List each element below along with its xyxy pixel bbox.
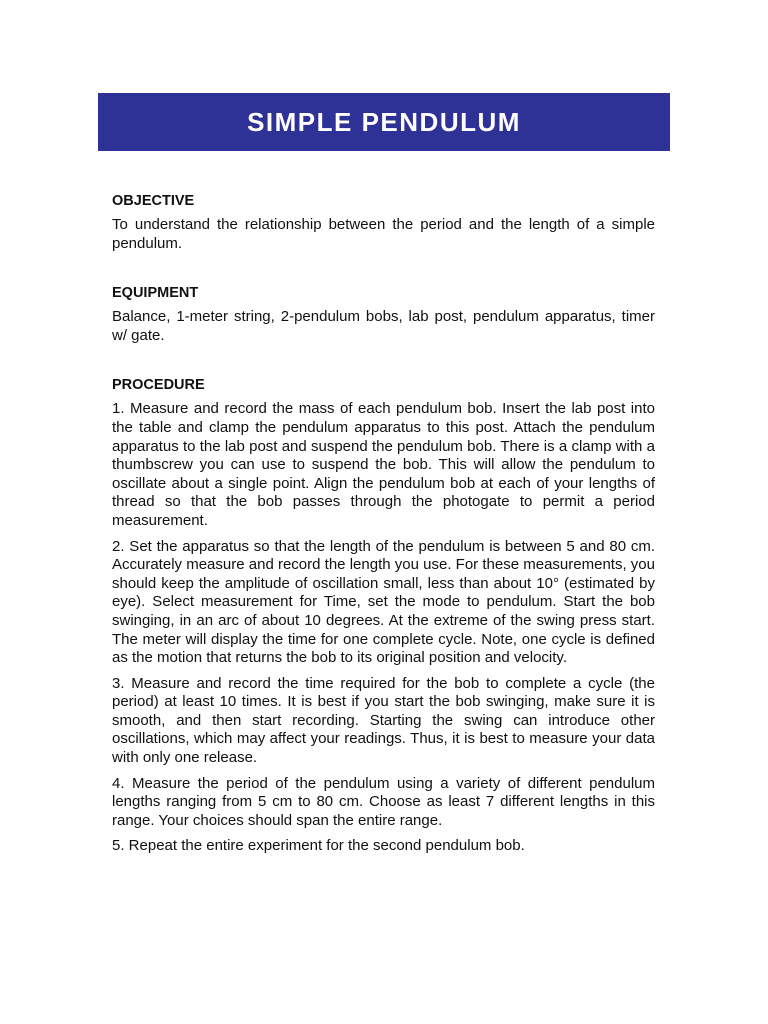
- equipment-section: [112, 283, 655, 345]
- page-title: SIMPLE PENDULUM: [247, 106, 521, 137]
- procedure-step-4: 4. Measure the period of the pendulum using a variety of different pendulum lengths ranging from 5 cm to 80 cm. Choose as least 7 different lengths in this range. Your choices should span the entire range.: [112, 774, 655, 829]
- procedure-step-2: 2. Set the apparatus so that the length of the pendulum is between 5 and 80 cm. Accurately measure and record the length you use. For these measurements, you should keep the amplitude of oscillation small, less than about 10° (estimated by eye). Select measurement for Time, set the mode to pendulum. Start the bob swinging, in an arc of about 10 degrees. At the extreme of the swing press start. The meter will display the time for one complete cycle. Note, one cycle is defined as the motion that returns the bob to its original position and velocity.: [112, 537, 655, 667]
- equipment-heading: EQUIPMENT: [112, 285, 199, 302]
- objective-heading: OBJECTIVE: [112, 193, 195, 209]
- objective-section: [112, 191, 655, 253]
- procedure-step-1: 1. Measure and record the mass of each pendulum bob. Insert the lab post into the table and clamp the pendulum apparatus to this post. Attach the pendulum apparatus to the lab post and suspend the pendulum bob. There is a clamp with a thumbscrew you can use to suspend the bob. This will allow the pendulum to oscillate about a single point. Align the pendulum bob at each of your lengths of thread so that the bob passes through the photogate to permit a period measurement.: [112, 400, 655, 529]
- document-content: [112, 191, 655, 863]
- procedure-heading: PROCEDURE: [112, 377, 205, 394]
- equipment-text: Balance, 1-meter string, 2-pendulum bobs, lab post, pendulum apparatus, timer w/ gate.: [112, 308, 655, 344]
- procedure-step-5: 5. Repeat the entire experiment for the second pendulum bob.: [112, 837, 525, 855]
- procedure-step-3: 3. Measure and record the time required for the bob to complete a cycle (the period) at least 10 times. It is best if you start the bob swinging, make sure it is smooth, and then start recording. Starting the swing can introduce other oscillations, which may affect your readings. Thus, it is best to measure your data with only one release.: [112, 674, 655, 767]
- procedure-section: [112, 375, 655, 856]
- objective-text: To understand the relationship between the period and the length of a simple pendulum.: [112, 216, 655, 252]
- title-banner: [98, 93, 670, 151]
